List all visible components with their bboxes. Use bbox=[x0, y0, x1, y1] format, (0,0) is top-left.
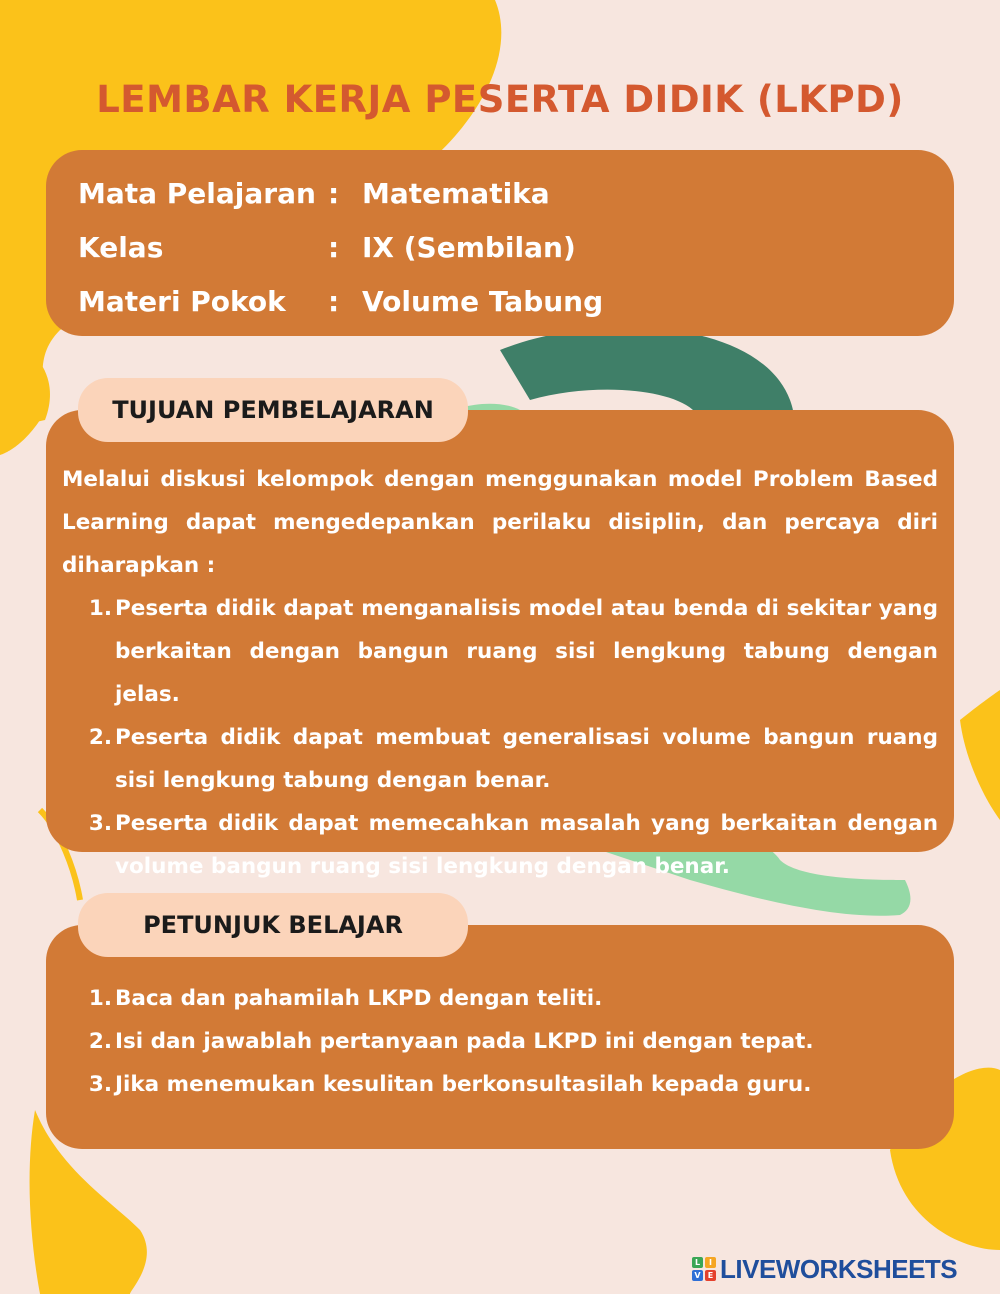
logo-letter: E bbox=[705, 1270, 716, 1281]
tujuan-list bbox=[62, 587, 938, 888]
petunjuk-card bbox=[46, 925, 954, 1149]
list-item bbox=[62, 716, 938, 802]
list-number: 1. bbox=[88, 596, 112, 621]
logo-letter: I bbox=[705, 1257, 716, 1268]
logo-text: LIVEWORKSHEETS bbox=[720, 1253, 958, 1284]
list-text: Isi dan jawablah pertanyaan pada LKPD ini dengan tepat. bbox=[115, 1029, 814, 1054]
list-text: Peserta didik dapat menganalisis model atau benda di sekitar yang berkaitan dengan bangun ruang sisi lengkung tabung dengan jelas. bbox=[115, 596, 938, 707]
list-item bbox=[62, 802, 938, 888]
list-number: 2. bbox=[88, 1029, 112, 1054]
list-item bbox=[62, 1063, 938, 1106]
list-item bbox=[62, 1020, 938, 1063]
list-item bbox=[62, 587, 938, 716]
info-colon: : bbox=[328, 230, 340, 264]
list-text: Peserta didik dapat membuat generalisasi volume bangun ruang sisi lengkung tabung dengan benar. bbox=[115, 725, 938, 793]
petunjuk-heading: PETUNJUK BELAJAR bbox=[78, 893, 468, 957]
page-title: LEMBAR KERJA PESERTA DIDIK (LKPD) bbox=[96, 78, 904, 121]
logo-letter: L bbox=[692, 1257, 703, 1268]
list-text: Jika menemukan kesulitan berkonsultasilah kepada guru. bbox=[115, 1072, 812, 1097]
list-number: 3. bbox=[88, 811, 112, 836]
info-row-class bbox=[78, 220, 954, 274]
tujuan-heading: TUJUAN PEMBELAJARAN bbox=[78, 378, 468, 442]
tujuan-intro: Melalui diskusi kelompok dengan menggunakan model Problem Based Learning dapat mengedepankan perilaku disiplin, dan percaya diri diharapkan : bbox=[62, 467, 938, 578]
liveworksheets-logo[interactable] bbox=[692, 1252, 957, 1286]
list-number: 3. bbox=[88, 1072, 112, 1097]
tujuan-card bbox=[46, 410, 954, 879]
info-value: Matematika bbox=[362, 176, 550, 210]
info-card bbox=[46, 150, 954, 336]
info-colon: : bbox=[328, 176, 340, 210]
list-text: Peserta didik dapat memecahkan masalah yang berkaitan dengan volume bangun ruang sisi lengkung dengan benar. bbox=[115, 811, 938, 879]
info-colon: : bbox=[328, 284, 340, 318]
logo-mark-icon bbox=[692, 1257, 716, 1281]
list-item bbox=[62, 977, 938, 1020]
info-label: Materi Pokok bbox=[78, 284, 286, 318]
petunjuk-list bbox=[62, 977, 938, 1106]
list-number: 2. bbox=[88, 725, 112, 750]
list-number: 1. bbox=[88, 986, 112, 1011]
list-text: Baca dan pahamilah LKPD dengan teliti. bbox=[115, 986, 603, 1011]
info-label: Kelas bbox=[78, 230, 164, 264]
logo-letter: V bbox=[692, 1270, 703, 1281]
info-label: Mata Pelajaran bbox=[78, 176, 316, 210]
yellow-leaf-right-edge bbox=[960, 690, 1000, 820]
info-row-topic bbox=[78, 274, 954, 328]
info-value: Volume Tabung bbox=[362, 284, 604, 318]
info-row-subject bbox=[78, 166, 954, 220]
info-value: IX (Sembilan) bbox=[362, 230, 576, 264]
